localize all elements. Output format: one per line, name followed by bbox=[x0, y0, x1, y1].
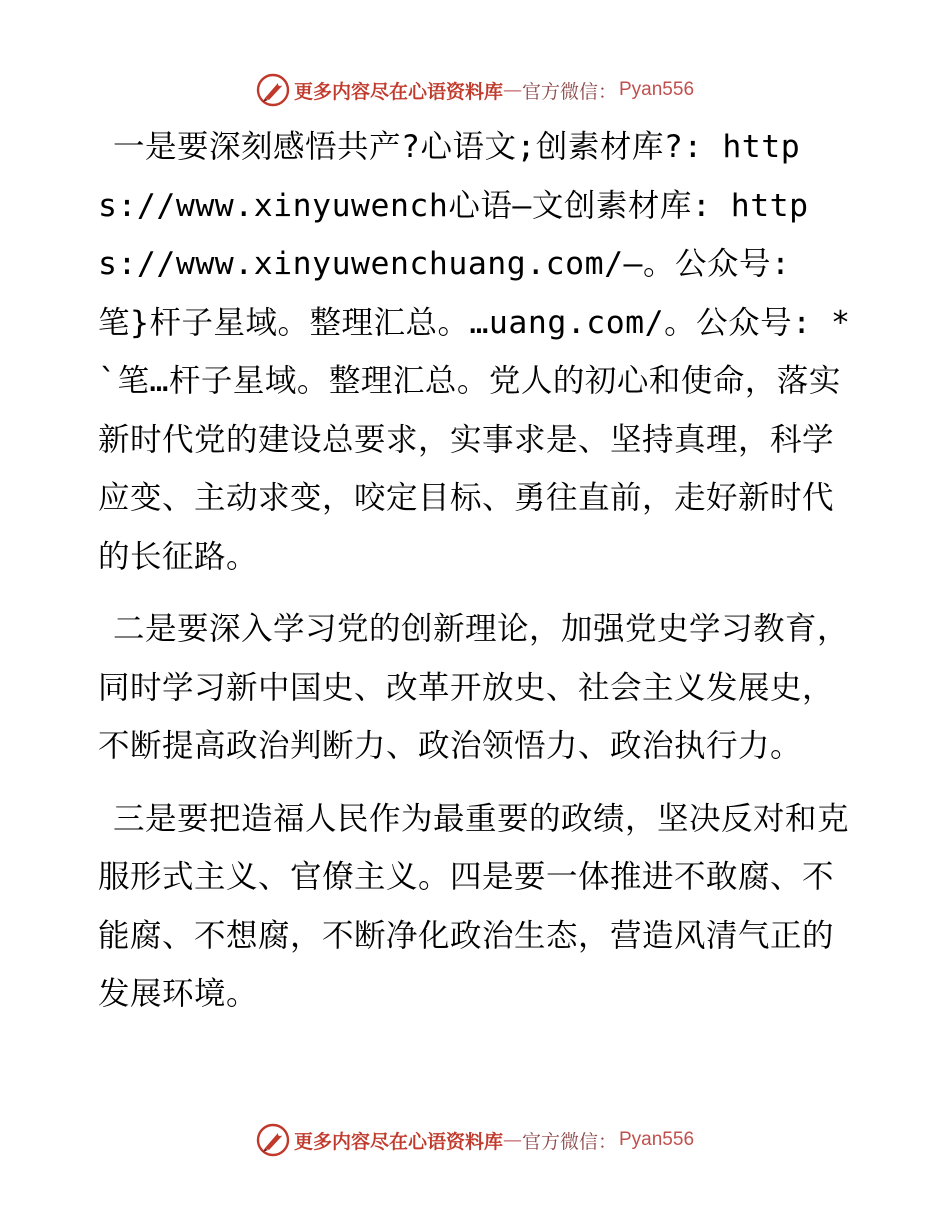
pen-logo-icon bbox=[256, 1123, 290, 1157]
banner-brand-text: 更多内容尽在心语资料库 bbox=[293, 1130, 503, 1153]
paragraph-2: 二是要深入学习党的创新理论，加强党史学习教育，同时学习新中国史、改革开放史、社会主义发展史，不断提高政治判断力、政治领悟力、政治执行力。 bbox=[98, 611, 850, 764]
paragraph-1: 一是要深刻感悟共产?心语文;创素材库?: https://www.xinyuwench心语—文创素材库: https://www.xinyuwenchuang.com/—。公众号: 笔}杆子星域。整理汇总。…uang.com/。公众号: *`笔…杆子星域。整理汇总。党人的初心和使命，落实新时代党的建设总要求，实事求是、坚持真理，科学应变、主动求变，咬定目标、勇往直前，走好新时代的长征路。 bbox=[98, 129, 851, 575]
pen-logo-icon bbox=[256, 73, 290, 107]
banner-dash: — bbox=[502, 1129, 522, 1151]
banner-dash: — bbox=[502, 79, 522, 101]
banner-wechat-label: 官方微信： bbox=[521, 80, 617, 103]
banner-account: Pyan556 bbox=[619, 79, 695, 100]
banner-brand-text: 更多内容尽在心语资料库 bbox=[293, 80, 503, 103]
footer-watermark-banner bbox=[0, 1120, 950, 1160]
banner-wechat-label: 官方微信： bbox=[521, 1130, 617, 1153]
banner-account: Pyan556 bbox=[619, 1129, 695, 1150]
paragraph-3: 三是要把造福人民作为最重要的政绩，坚决反对和克服形式主义、官僚主义。四是要一体推进不敢腐、不能腐、不想腐，不断净化政治生态，营造风清气正的发展环境。 bbox=[98, 800, 850, 1012]
document-body bbox=[98, 118, 858, 1038]
header-watermark-banner bbox=[0, 70, 950, 110]
